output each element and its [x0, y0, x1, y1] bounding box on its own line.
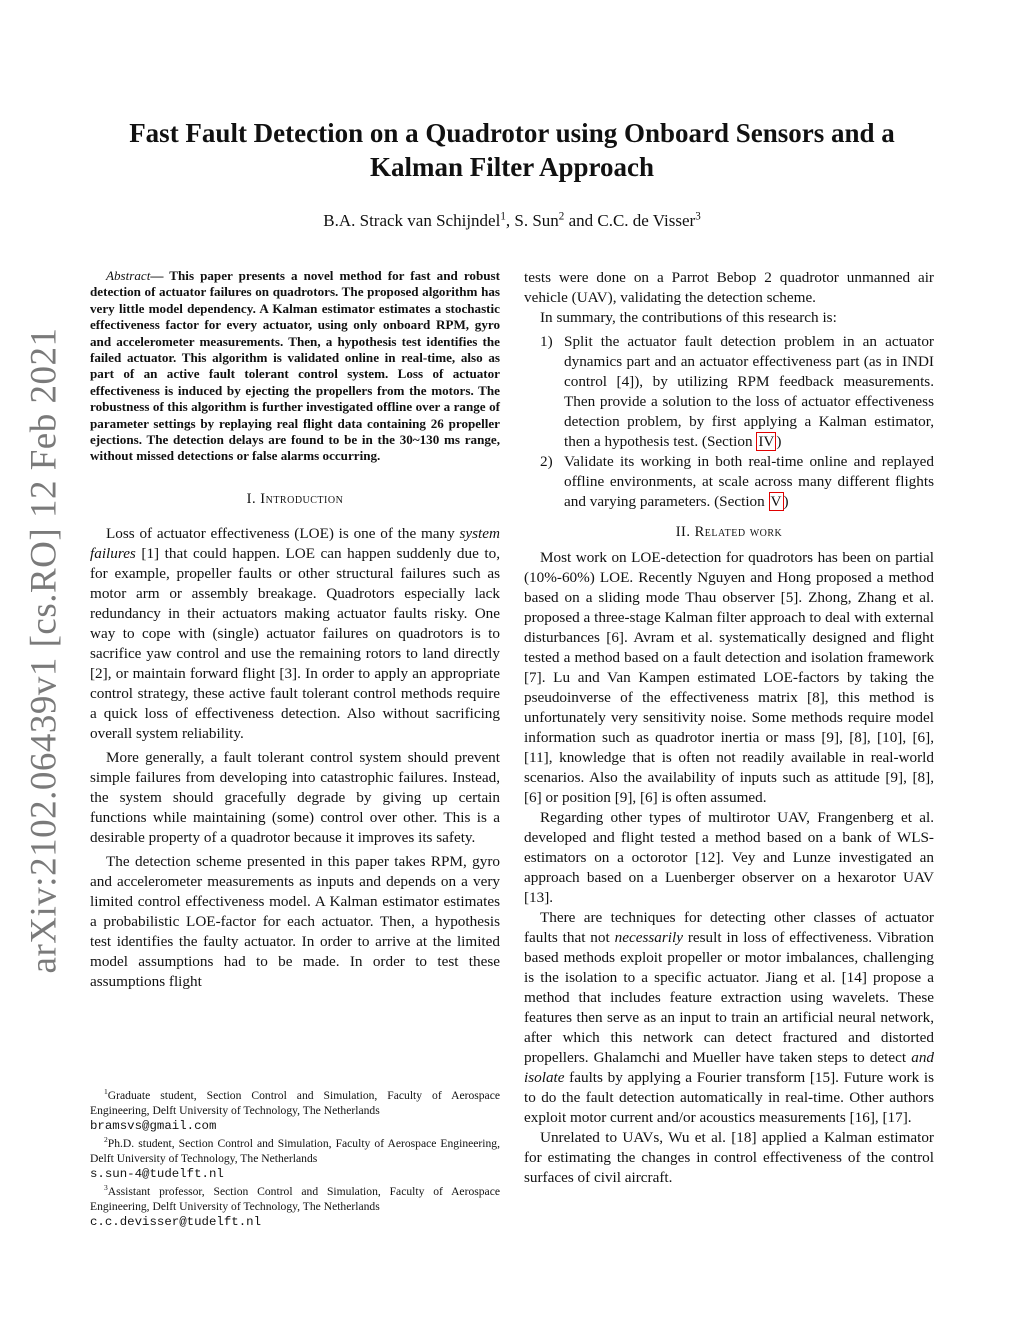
left-column [90, 268, 500, 992]
footnote-text: Assistant professor, Section Control and Simulation, Faculty of Aerospace Engineering, Delft University of Technology, The Netherlands [90, 1185, 500, 1213]
author-affiliation-mark: 2 [558, 210, 565, 223]
section-number: II. [675, 524, 695, 540]
paper-title: Fast Fault Detection on a Quadrotor using Onboard Sensors and a Kalman Filter Approach [129, 118, 895, 182]
author-name: C.C. de Visser [597, 211, 696, 230]
section-heading-related-work [524, 524, 934, 541]
intro-text: Loss of actuator effectiveness (LOE) is one of the many [106, 524, 460, 542]
section-title: Related work [694, 524, 783, 540]
abstract-dash: — [150, 268, 164, 283]
related-paragraph [524, 908, 934, 1128]
footnote-email[interactable]: s.sun-4@tudelft.nl [90, 1167, 224, 1181]
section-heading-introduction [90, 491, 500, 508]
author-separator: and [564, 211, 598, 230]
author-name: B.A. Strack van Schijndel [323, 211, 501, 230]
related-emphasis: and isolate [524, 1049, 934, 1086]
section-reference-link[interactable]: V [770, 493, 782, 510]
abstract-label: Abstract [106, 268, 151, 283]
footnotes [90, 1088, 500, 1232]
author-separator: , [505, 211, 515, 230]
list-item-number: 2) [540, 453, 553, 470]
footnote [90, 1184, 500, 1230]
footnote-email[interactable]: bramsvs@gmail.com [90, 1119, 217, 1133]
abstract [90, 268, 500, 465]
section-reference-link[interactable]: IV [758, 433, 775, 450]
list-item-text: Split the actuator fault detection problem in an actuator dynamics part and an actuator effectiveness part (as in INDI control [4]), by utilizing RPM feedback measurements. Then provide a solution to the loss of actuator effectiveness detection problem, by first applying a Kalman estimator, then a hypothesis test. (Section [564, 333, 934, 450]
footnote [90, 1136, 500, 1182]
author-affiliation-mark: 3 [695, 210, 701, 223]
author-affiliation-mark: 1 [500, 210, 506, 223]
related-text: result in loss of effectiveness. Vibration based methods exploit propeller or motor imbalances, challenging is the isolation to a specific actuator. Jiang et al. [14] propose a method that includes feature extraction using wavelets. These features then serve as an input to train an artificial neural network, after which this network can detect fractured and distorted propellers. Ghalamchi and Mueller have taken steps to detect [524, 929, 934, 1066]
intro-paragraph [90, 524, 500, 744]
related-text: There are techniques for detecting other classes of actuator faults that not [524, 909, 934, 946]
related-text: faults by applying a Fourier transform [15]. Future work is to do the fault detection automatically in real-time. Other authors exploit motor current and/or acoustics measurements [16], [17]. [524, 1069, 934, 1126]
intro-paragraph: More generally, a fault tolerant control system should prevent simple failures from developing into catastrophic failures. Instead, the system should gracefully degrade by giving up certain functions while maintaining (some) control over other. This is a desirable property of a quadrotor because it improves its safety. [90, 748, 500, 846]
list-item-text: Validate its working in both real-time online and replayed offline environments, at scale across many different flights and varying parameters. (Section [564, 453, 934, 510]
abstract-text: This paper presents a novel method for fast and robust detection of actuator failures on quadrotors. The proposed algorithm has very little model dependency. A Kalman estimator estimates a stochastic effectiveness factor for every actuator, using only onboard RPM, gyro and accelerometer measurements. Then, a hypothesis test identifies the failed actuator. This algorithm is validated online in real-time, also as part of an active fault tolerant control system. Loss of actuator effectiveness is induced by ejecting the propellers from the motors. The robustness of this algorithm is further investigated offline over a range of parameter settings by replaying real flight data containing 26 propeller ejections. The detection delays are found to be in the 30~130 ms range, without missed detections or false alarms occurring. [90, 268, 500, 464]
footnote-mark: 3 [104, 1183, 108, 1193]
section-title: Introduction [260, 490, 344, 507]
author-name: S. Sun [514, 211, 559, 230]
intro-paragraph: The detection scheme presented in this paper takes RPM, gyro and accelerometer measurements as inputs and depends on a very limited control effectiveness model. A Kalman estimator estimates a probabilistic LOE-factor for each actuator. Then, a hypothesis test identifies the faulty actuator. In order to arrive at the limited model assumptions had to be made. In order to test these assumptions flight [90, 852, 500, 990]
footnote-mark: 2 [104, 1135, 108, 1145]
footnote-text: Ph.D. student, Section Control and Simulation, Faculty of Aerospace Engineering, Delft University of Technology, The Netherlands [90, 1137, 500, 1165]
footnote-email[interactable]: c.c.devisser@tudelft.nl [90, 1215, 262, 1229]
footnote-mark: 1 [104, 1087, 108, 1097]
intro-emphasis: system failures [90, 524, 500, 562]
list-item-number: 1) [540, 333, 553, 350]
footnote [90, 1088, 500, 1134]
list-item-text: ) [783, 493, 789, 510]
related-emphasis: necessarily [614, 929, 683, 946]
related-paragraph: Unrelated to UAVs, Wu et al. [18] applied a Kalman estimator for estimating the changes in control effectiveness of the control surfaces of civil aircraft. [524, 1129, 934, 1186]
section-number: I. [246, 490, 261, 507]
list-item-text: ) [776, 433, 782, 450]
list-item [524, 452, 934, 512]
arxiv-identifier [22, 327, 66, 973]
arxiv-identifier-text: arXiv:2102.06439v1 [cs.RO] 12 Feb 2021 [23, 327, 65, 973]
related-paragraph: Most work on LOE-detection for quadrotors has been on partial (10%-60%) LOE. Recently Nguyen and Hong proposed a method based on a sliding mode Thau observer [5]. Zhong, Zhang et al. proposed a three-stage Kalman filter approach to deal with external disturbances [6]. Avram et al. systematically designed and flight tested a method based on a fault detection and isolation framework [7]. Lu and Van Kampen estimated LOE-factors by taking the pseudoinverse of the effectiveness matrix [8], this method is unfortunately very sensitivity noise. Some methods require model information such as quadrotor inertia or mass [9], [8], [10], [6], [11], knowledge that is often not readily available in real-world scenarios. Also the availability of inputs such as attitude [9], [8], [6] or position [9], [6] is often assumed. [524, 549, 934, 806]
related-paragraph: Regarding other types of multirotor UAV, Frangenberg et al. developed and flight tested a method based on a bank of WLS-estimators on a octorotor [12]. Vey and Lunze investigated an approach based on a Luenberger observer on a hexarotor UAV [13]. [524, 809, 934, 906]
list-item [524, 332, 934, 452]
contributions-list [524, 332, 934, 512]
footnote-text: Graduate student, Section Control and Simulation, Faculty of Aerospace Engineering, Delft University of Technology, The Netherlands [90, 1089, 500, 1117]
intro-paragraph-continued: tests were done on a Parrot Bebop 2 quadrotor unmanned air vehicle (UAV), validating the detection scheme. [524, 269, 934, 306]
author-line [90, 210, 934, 232]
intro-text: [1] that could happen. LOE can happen suddenly due to, for example, propeller faults or other structural failures such as motor arm or assembly breakage. Quadrotors especially lack redundancy in their actuators making actuator faults risky. One way to cope with (single) actuator failures on quadrotors is to sacrifice yaw control and use the remaining rotors to land directly [2], or maintain forward flight [3]. In order to apply an appropriate control strategy, these active fault tolerant control methods require a quick loss of effectiveness detection. Also without sacrificing overall system reliability. [90, 544, 500, 742]
intro-paragraph: In summary, the contributions of this research is: [540, 309, 837, 326]
right-column [524, 268, 934, 1188]
